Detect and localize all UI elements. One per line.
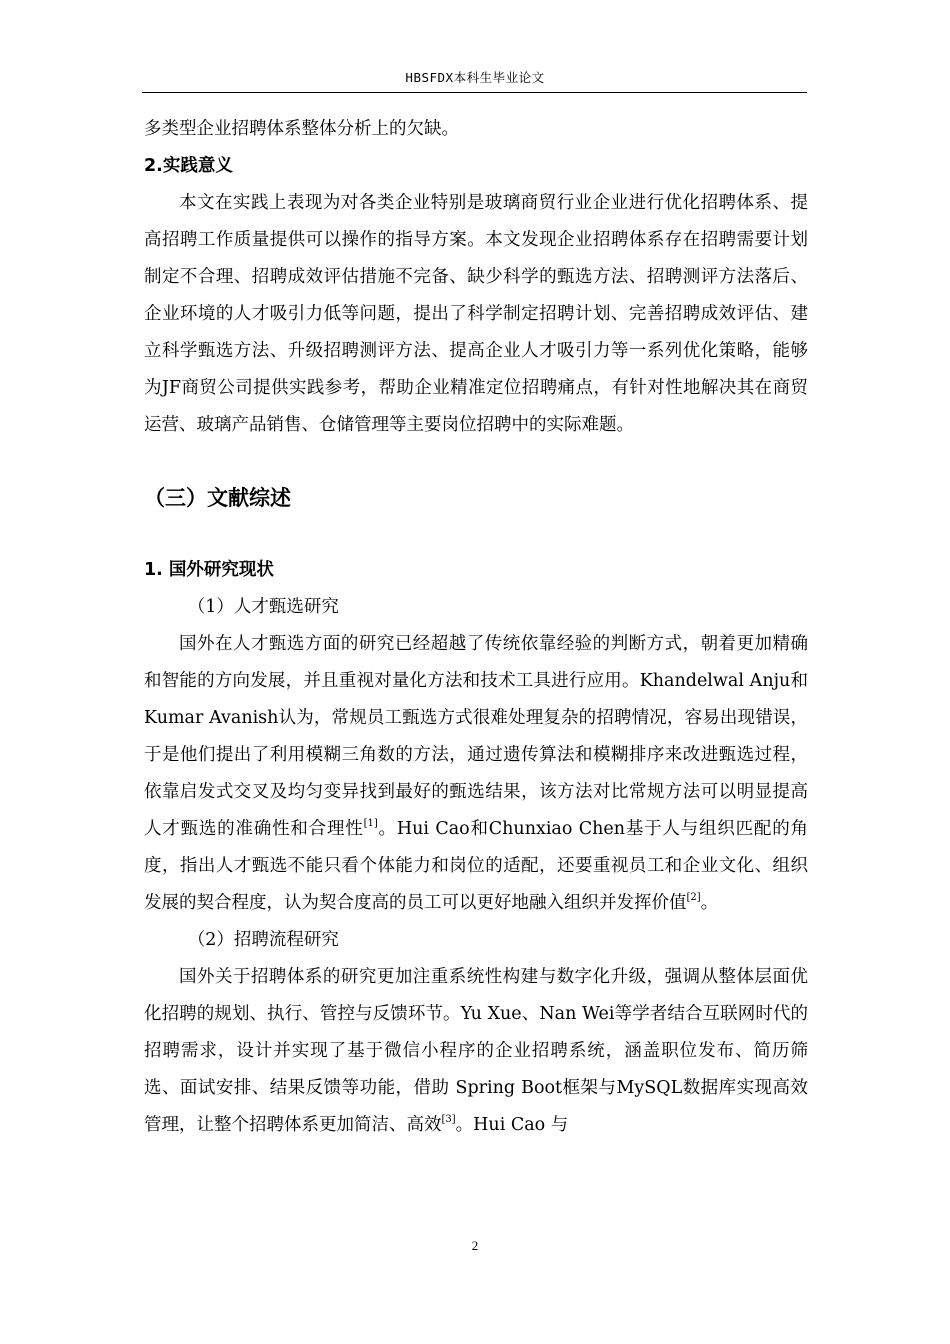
spacer (144, 444, 808, 480)
heading-practical-significance: 2.实践意义 (144, 156, 233, 176)
page-body (144, 111, 808, 1144)
spacer (144, 517, 808, 552)
paragraph-practical-significance: 本文在实践上表现为对各类企业特别是玻璃商贸行业企业进行优化招聘体系、提高招聘工作质量提供可以操作的指导方案。本文发现企业招聘体系存在招聘需要计划制定不合理、招聘成效评估措施不完备、缺少科学的甄选方法、招聘测评方法落后、企业环境的人才吸引力低等问题，提出了科学制定招聘计划、完善招聘成效评估、建立科学甄选方法、升级招聘测评方法、提高企业人才吸引力等一系列优化策略，能够为JF商贸公司提供实践参考，帮助企业精准定位招聘痛点，有针对性地解决其在商贸运营、玻璃产品销售、仓储管理等主要岗位招聘中的实际难题。 (144, 193, 808, 435)
text-run: 。 (700, 893, 719, 913)
paragraph-recruitment-process (144, 959, 808, 1144)
heading-foreign-research: 1. 国外研究现状 (144, 560, 274, 580)
subheading-recruitment-process: （2）招聘流程研究 (187, 930, 339, 950)
text-run: 。Hui Cao和Chunxiao Chen基于人与组织匹配的角度，指出人才甄选不能只看个体能力和岗位的适配，还要重视员工和企业文化、组织发展的契合程度，认为契合度高的员工可以更好地融入组织并发挥价值 (144, 819, 809, 913)
text-run: 。Hui Cao 与 (455, 1115, 569, 1135)
citation-1: [1] (363, 818, 378, 829)
section-heading-literature-review: （三）文献综述 (144, 486, 291, 510)
citation-2: [2] (686, 892, 701, 903)
running-header: HBSFDX本科生毕业论文 (405, 70, 545, 85)
text-run: 国外在人才甄选方面的研究已经超越了传统依靠经验的判断方式，朝着更加精确和智能的方向发展，并且重视对量化方法和技术工具进行应用。Khandelwal Anju和Kumar Avanish认为，常规员工甄选方式很难处理复杂的招聘情况，容易出现错误，于是他们提出了利用模糊三角数的方法，通过遗传算法和模糊排序来改进甄选过程，依靠启发式交叉及均匀变异找到最好的甄选结果，该方法对比常规方法可以明显提高人才甄选的准确性和合理性 (144, 634, 808, 839)
header-rule (142, 92, 807, 93)
citation-3: [3] (441, 1114, 456, 1125)
paragraph-talent-selection (144, 626, 808, 922)
subheading-talent-selection: （1）人才甄选研究 (187, 597, 339, 617)
paragraph-continuation: 多类型企业招聘体系整体分析上的欠缺。 (144, 119, 459, 139)
text-run: 国外关于招聘体系的研究更加注重系统性构建与数字化升级，强调从整体层面优化招聘的规划、执行、管控与反馈环节。Yu Xue、Nan Wei等学者结合互联网时代的招聘需求，设计并实现了基于微信小程序的企业招聘系统，涵盖职位发布、简历筛选、面试安排、结果反馈等功能，借助 Spring Boot框架与MySQL数据库实现高效管理，让整个招聘体系更加简洁、高效 (144, 967, 808, 1135)
page-number: 2 (471, 1238, 479, 1253)
